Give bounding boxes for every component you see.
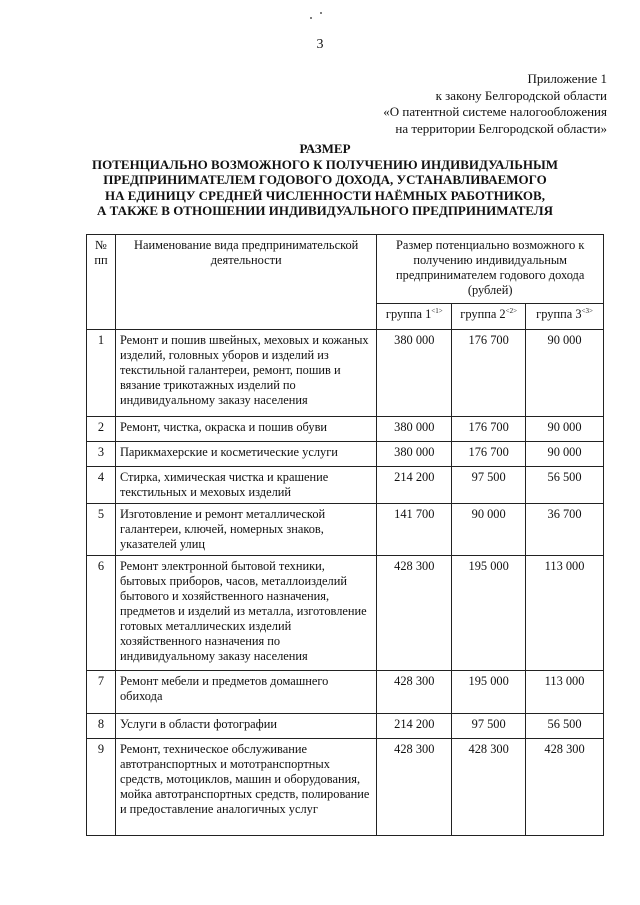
group1-value: 380 000 — [377, 330, 452, 417]
row-number: 5 — [87, 504, 116, 556]
activity-name: Стирка, химическая чистка и крашение текстильных и меховых изделий — [115, 467, 376, 504]
group1-value: 214 200 — [377, 467, 452, 504]
group3-label: группа 3 — [536, 307, 582, 321]
group1-value: 380 000 — [377, 417, 452, 442]
group3-value: 428 300 — [526, 739, 604, 836]
group2-label: группа 2 — [460, 307, 506, 321]
appendix-line: Приложение 1 — [527, 71, 607, 86]
table-row — [87, 739, 604, 836]
group2-footnote: <2> — [505, 306, 518, 315]
group1-value: 141 700 — [377, 504, 452, 556]
table-row — [87, 504, 604, 556]
row-number: 6 — [87, 556, 116, 671]
group2-value: 97 500 — [452, 467, 526, 504]
group3-value: 56 500 — [526, 714, 604, 739]
group2-value: 90 000 — [452, 504, 526, 556]
row-number: 9 — [87, 739, 116, 836]
activity-name: Ремонт, чистка, окраска и пошив обуви — [115, 417, 376, 442]
page-number: 3 — [316, 37, 324, 52]
header-num-cell — [87, 235, 116, 330]
activity-name: Ремонт мебели и предметов домашнего обихода — [115, 671, 376, 714]
header-num-line: № — [95, 238, 107, 252]
header-name-cell: Наименование вида предпринимательской деятельности — [115, 235, 376, 330]
row-number: 4 — [87, 467, 116, 504]
table-row — [87, 467, 604, 504]
group1-value: 380 000 — [377, 442, 452, 467]
scan-speck — [310, 17, 312, 19]
activity-name: Ремонт, техническое обслуживание автотранспортных и мототранспортных средств, мотоциклов, машин и оборудования, мойка автотранспортных средств, полирование и предоставление аналогичных услуг — [115, 739, 376, 836]
row-number: 7 — [87, 671, 116, 714]
group3-footnote: <3> — [581, 306, 593, 315]
group1-value: 428 300 — [377, 739, 452, 836]
table-header-row — [87, 235, 604, 304]
header-num-line: пп — [94, 253, 108, 267]
header-group1-cell — [377, 304, 452, 330]
group3-value: 113 000 — [526, 671, 604, 714]
income-table — [86, 234, 604, 836]
table-row — [87, 556, 604, 671]
group3-value: 36 700 — [526, 504, 604, 556]
row-number: 2 — [87, 417, 116, 442]
table-row — [87, 714, 604, 739]
activity-name: Парикмахерские и косметические услуги — [115, 442, 376, 467]
scan-speck — [320, 12, 322, 14]
group3-value: 90 000 — [526, 330, 604, 417]
group2-value: 97 500 — [452, 714, 526, 739]
group1-value: 214 200 — [377, 714, 452, 739]
title-line: НА ЕДИНИЦУ СРЕДНЕЙ ЧИСЛЕННОСТИ НАЁМНЫХ РАБОТНИКОВ, — [105, 187, 545, 203]
group1-value: 428 300 — [377, 556, 452, 671]
group1-label: группа 1 — [385, 307, 432, 321]
activity-name: Услуги в области фотографии — [115, 714, 376, 739]
group2-value: 195 000 — [452, 671, 526, 714]
appendix-line: «О патентной системе налогообложения — [383, 104, 607, 119]
appendix-line: к закону Белгородской области — [435, 87, 607, 103]
activity-name: Изготовление и ремонт металлической галантереи, ключей, номерных знаков, указателей улиц — [115, 504, 376, 556]
group3-value: 56 500 — [526, 467, 604, 504]
header-group2-cell — [452, 304, 526, 330]
group3-value: 113 000 — [526, 556, 604, 671]
title-line: РАЗМЕР — [299, 141, 351, 156]
header-group3-cell — [526, 304, 604, 330]
row-number: 3 — [87, 442, 116, 467]
row-number: 8 — [87, 714, 116, 739]
title-line: ПОТЕНЦИАЛЬНО ВОЗМОЖНОГО К ПОЛУЧЕНИЮ ИНДИВИДУАЛЬНЫМ — [92, 156, 558, 172]
header-size-cell: Размер потенциально возможного к получению индивидуальным предпринимателем годового дохода (рублей) — [377, 235, 604, 304]
table-row — [87, 417, 604, 442]
appendix-line: на территории Белгородской области» — [395, 120, 607, 136]
title-line: А ТАКЖЕ В ОТНОШЕНИИ ИНДИВИДУАЛЬНОГО ПРЕДПРИНИМАТЕЛЯ — [97, 203, 553, 218]
activity-name: Ремонт электронной бытовой техники, бытовых приборов, часов, металлоизделий бытового и хозяйственного назначения, предметов и изделий из металла, изготовление готовых металлических изделий хозяйственного назначения по индивидуальному заказу населения — [115, 556, 376, 671]
group1-footnote: <1> — [431, 306, 443, 315]
activity-name: Ремонт и пошив швейных, меховых и кожаных изделий, головных уборов и изделий из текстильной галантереи, ремонт, пошив и вязание трикотажных изделий по индивидуальному заказу населения — [115, 330, 376, 417]
appendix-reference — [383, 71, 607, 137]
group2-value: 176 700 — [452, 330, 526, 417]
group3-value: 90 000 — [526, 417, 604, 442]
document-title — [40, 141, 610, 219]
table-row — [87, 330, 604, 417]
group3-value: 90 000 — [526, 442, 604, 467]
group1-value: 428 300 — [377, 671, 452, 714]
table-row — [87, 671, 604, 714]
row-number: 1 — [87, 330, 116, 417]
title-line: ПРЕДПРИНИМАТЕЛЕМ ГОДОВОГО ДОХОДА, УСТАНАВЛИВАЕМОГО — [103, 172, 547, 187]
group2-value: 195 000 — [452, 556, 526, 671]
group2-value: 428 300 — [452, 739, 526, 836]
group2-value: 176 700 — [452, 417, 526, 442]
group2-value: 176 700 — [452, 442, 526, 467]
table-row — [87, 442, 604, 467]
